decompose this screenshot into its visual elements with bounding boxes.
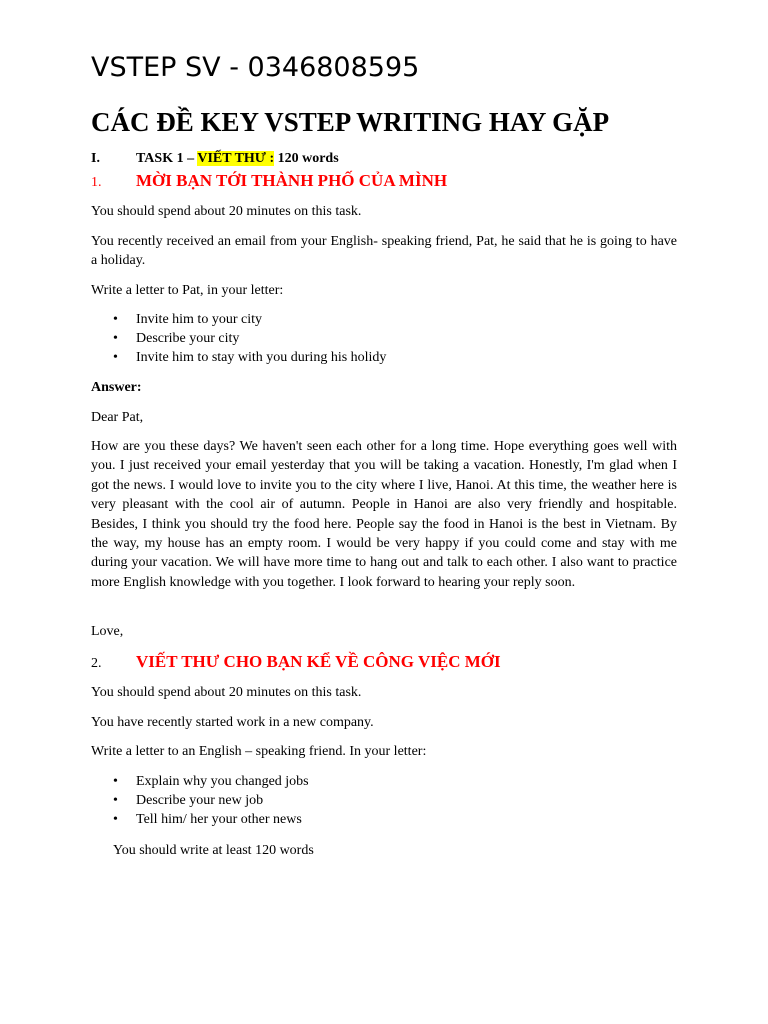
letter-closing: Love, [91, 624, 124, 639]
task1-heading [91, 170, 677, 194]
task2-instruction-context: You have recently started work in a new company. [91, 715, 374, 730]
task1-bullet-list [91, 310, 677, 367]
task1-instruction-time: You should spend about 20 minutes on this task. [91, 204, 362, 219]
letter-greeting: Dear Pat, [91, 410, 144, 425]
task2-heading-text: VIẾT THƯ CHO BẠN KỂ VỀ CÔNG VIỆC MỚI [136, 652, 501, 671]
bullet-icon: • [113, 350, 118, 365]
list-item: • Describe your city [113, 331, 240, 346]
letter-body: How are you these days? We haven't seen each other for a long time. Hope everything goes well with you. I just received your email yesterday that you will be taking a vacation. Honestly, I'm glad when I got the news. I would love to invite you to the city where I live, Hanoi. At this time, the weather here is very pleasant with the cool air of autumn. People in Hanoi are also very friendly and hospitable. Besides, I think you should try the food here. People say the food in Hanoi is the best in Vietnam. By the way, my house has an empty room. I would be very happy if you could come and stay with me during your vacation. We will have more time to hang out and talk to each other. I also want to practice more English knowledge with you together. I look forward to hearing your reply soon. [91, 439, 677, 590]
section-label-highlight: VIẾT THƯ : [197, 151, 275, 166]
section-heading-task1 [91, 150, 677, 168]
task2-bullet-list [91, 772, 677, 829]
list-item: • Invite him to stay with you during his holidy [113, 350, 387, 365]
list-item: • Tell him/ her your other news [113, 812, 302, 827]
bullet-icon: • [113, 812, 118, 827]
bullet-icon: • [113, 312, 118, 327]
list-item: • Explain why you changed jobs [113, 774, 309, 789]
header-line: VSTEP SV - 0346808595 [91, 52, 420, 83]
list-item: • Describe your new job [113, 793, 264, 808]
section-label-prefix: TASK 1 – [136, 151, 198, 166]
task2-word-note: You should write at least 120 words [113, 843, 314, 858]
section-label-suffix: 120 words [274, 151, 339, 166]
bullet-icon: • [113, 774, 118, 789]
list-item: • Invite him to your city [113, 312, 262, 327]
page-title: CÁC ĐỀ KEY VSTEP WRITING HAY GẶP [91, 107, 610, 137]
task2-instruction-time: You should spend about 20 minutes on this task. [91, 685, 362, 700]
section-number: I. [91, 151, 100, 166]
task1-heading-text: MỜI BẠN TỚI THÀNH PHỐ CỦA MÌNH [136, 171, 448, 190]
task1-instruction-letter: Write a letter to Pat, in your letter: [91, 283, 284, 298]
task1-number: 1. [91, 175, 102, 190]
task2-heading [91, 651, 677, 675]
task2-instruction-letter: Write a letter to an English – speaking friend. In your letter: [91, 744, 427, 759]
bullet-icon: • [113, 331, 118, 346]
task2-number: 2. [91, 656, 102, 671]
task1-instruction-context: You recently received an email from your English- speaking friend, Pat, he said that he is going to have a holiday. [91, 234, 677, 269]
answer-label: Answer: [91, 380, 142, 395]
bullet-icon: • [113, 793, 118, 808]
